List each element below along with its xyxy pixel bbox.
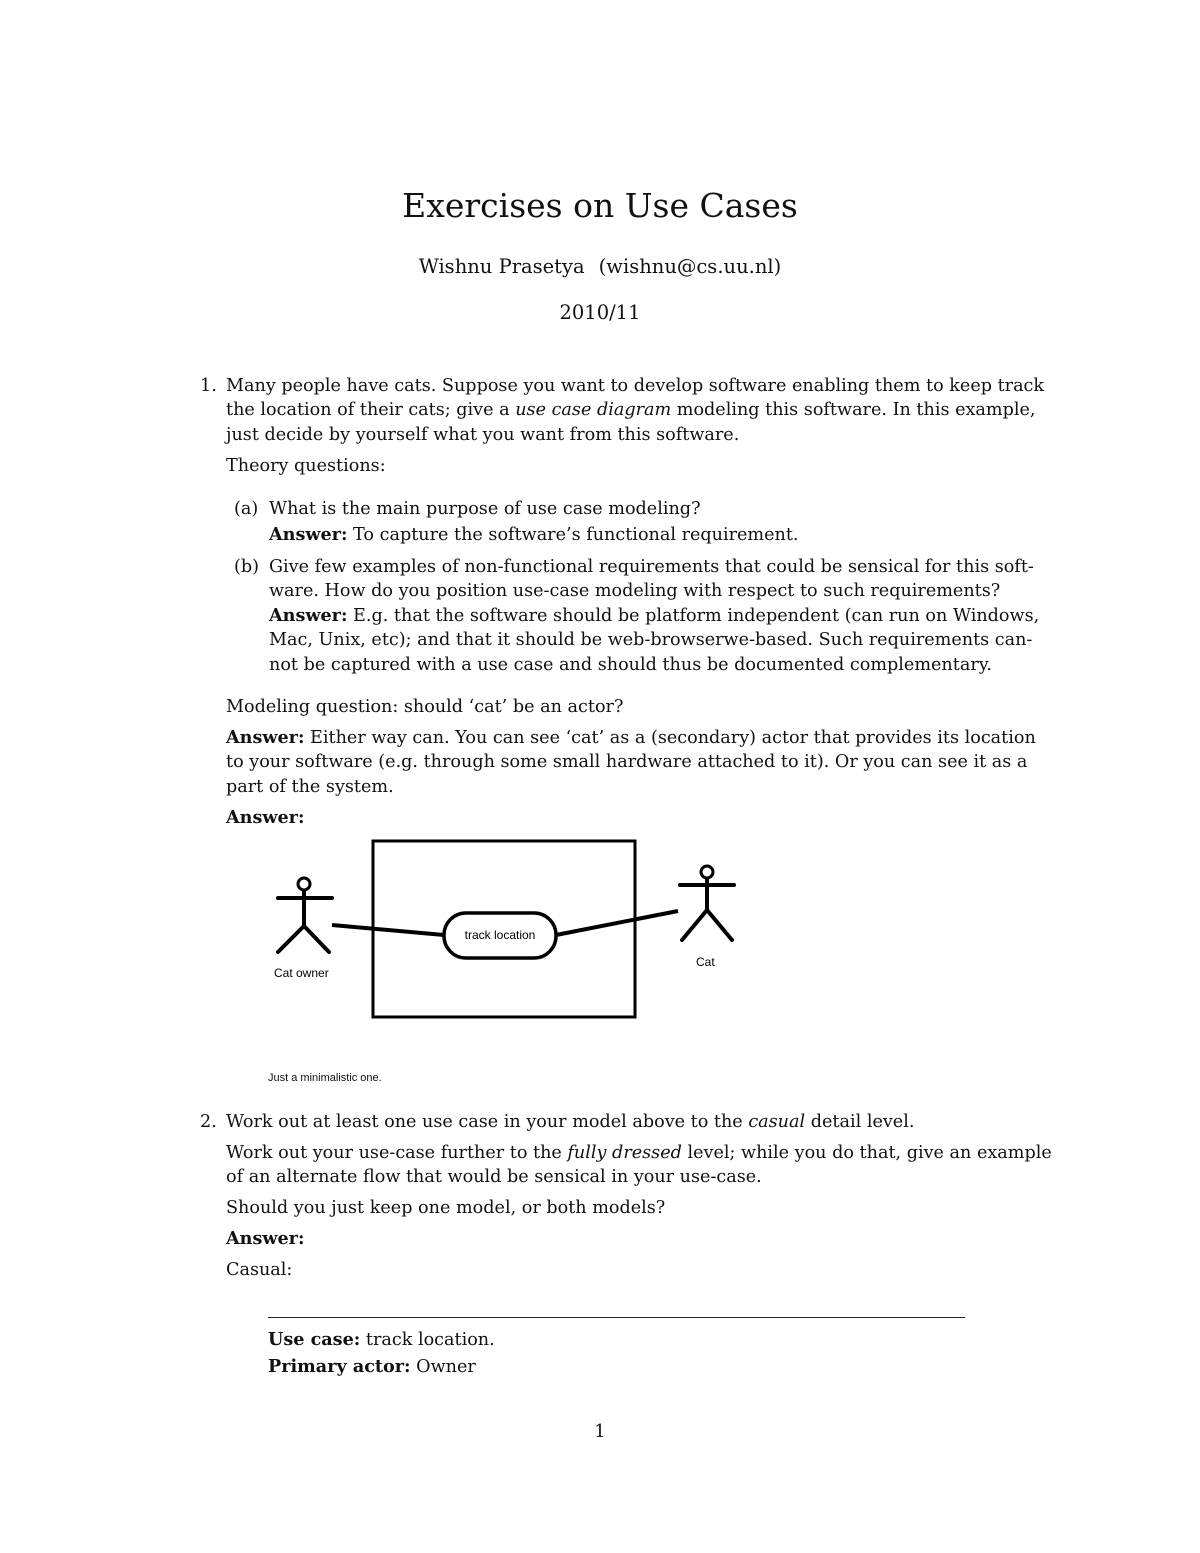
actor-cat-label: Cat <box>696 955 715 969</box>
subquestion-a-text: What is the main purpose of use case modeling? <box>269 499 701 519</box>
use-case-name-line <box>268 1328 495 1352</box>
q2-answer-label: Answer: <box>226 1228 305 1249</box>
q1-line-1: Many people have cats. Suppose you want to develop software enabling them to keep track <box>226 376 1045 396</box>
subquestion-a-answer <box>269 523 799 547</box>
q1-line-2-text-end: modeling this software. In this example, <box>671 400 1036 420</box>
q2-line-3: of an alternate flow that would be sensical in your use-case. <box>226 1167 762 1187</box>
q2-line-2 <box>226 1141 1052 1165</box>
q1-line-3: just decide by yourself what you want from this software. <box>226 425 740 445</box>
q1-line-2-emphasis: use case diagram <box>515 400 672 420</box>
subquestion-b-line-1: Give few examples of non-functional requirements that could be sensical for this soft- <box>269 557 1034 577</box>
subquestion-a-label: (a) <box>234 499 259 519</box>
answer-label: Answer: <box>269 524 348 545</box>
q1-line-2 <box>226 398 1036 422</box>
page-number: 1 <box>594 1422 606 1442</box>
answer-label: Answer: <box>226 727 305 748</box>
subquestion-b-line-2: ware. How do you position use-case modeling with respect to such requirements? <box>269 581 1001 601</box>
modeling-answer-line-1 <box>226 726 1036 750</box>
q2-line-1-text-end: detail level. <box>805 1112 915 1132</box>
question-2-number: 2. <box>200 1112 217 1132</box>
casual-heading: Casual: <box>226 1260 293 1280</box>
modeling-question: Modeling question: should ‘cat’ be an actor? <box>226 697 624 717</box>
association-owner <box>332 925 444 935</box>
horizontal-rule <box>268 1317 965 1318</box>
use-case-field-value: track location. <box>360 1330 495 1350</box>
subquestion-b-answer-line-3: not be captured with a use case and should thus be documented complementary. <box>269 655 992 675</box>
use-case-field-label: Use case: <box>268 1329 361 1350</box>
primary-actor-line <box>268 1355 476 1379</box>
actor-cat-owner-figure <box>278 878 332 952</box>
document-title: Exercises on Use Cases <box>402 186 798 225</box>
subquestion-b-answer-line-1 <box>269 604 1039 628</box>
q2-line-2-text-end: level; while you do that, give an example <box>681 1143 1052 1163</box>
diagram-caption: Just a minimalistic one. <box>268 1072 382 1084</box>
primary-actor-value: Owner <box>410 1357 476 1377</box>
q2-line-4: Should you just keep one model, or both models? <box>226 1198 666 1218</box>
author-email: (wishnu@cs.uu.nl) <box>598 255 782 278</box>
answer-text: Either way can. You can see ‘cat’ as a (secondary) actor that provides its location <box>304 728 1036 748</box>
answer-text: E.g. that the software should be platform independent (can run on Windows, <box>347 606 1040 626</box>
subquestion-b-answer-line-2: Mac, Unix, etc); and that it should be web-browserwe-based. Such requirements can- <box>269 630 1033 650</box>
q2-line-1 <box>226 1110 914 1134</box>
actor-cat-figure <box>680 866 734 940</box>
diagram-answer-label: Answer: <box>226 807 305 828</box>
q2-line-2-text: Work out your use-case further to the <box>226 1143 568 1163</box>
primary-actor-label: Primary actor: <box>268 1356 411 1377</box>
subquestion-b-label: (b) <box>234 557 259 577</box>
association-cat <box>556 911 678 935</box>
q2-line-1-text: Work out at least one use case in your model above to the <box>226 1112 749 1132</box>
question-1-number: 1. <box>200 376 217 396</box>
use-case-diagram <box>260 836 760 1086</box>
q1-line-2-text: the location of their cats; give a <box>226 400 516 420</box>
answer-label: Answer: <box>269 605 348 626</box>
document-date: 2010/11 <box>559 301 641 324</box>
q2-line-1-emphasis: casual <box>748 1112 806 1132</box>
modeling-answer-line-3: part of the system. <box>226 777 394 797</box>
actor-cat-owner-label: Cat owner <box>274 966 329 980</box>
use-case-label: track location <box>464 928 536 942</box>
q2-line-2-emphasis: fully dressed <box>567 1143 682 1163</box>
answer-text: To capture the software’s functional requirement. <box>347 525 799 545</box>
author-name: Wishnu Prasetya <box>418 255 585 278</box>
author-line <box>0 254 1200 280</box>
theory-questions-heading: Theory questions: <box>226 456 386 476</box>
modeling-answer-line-2: to your software (e.g. through some small hardware attached to it). Or you can see it as a <box>226 752 1028 772</box>
